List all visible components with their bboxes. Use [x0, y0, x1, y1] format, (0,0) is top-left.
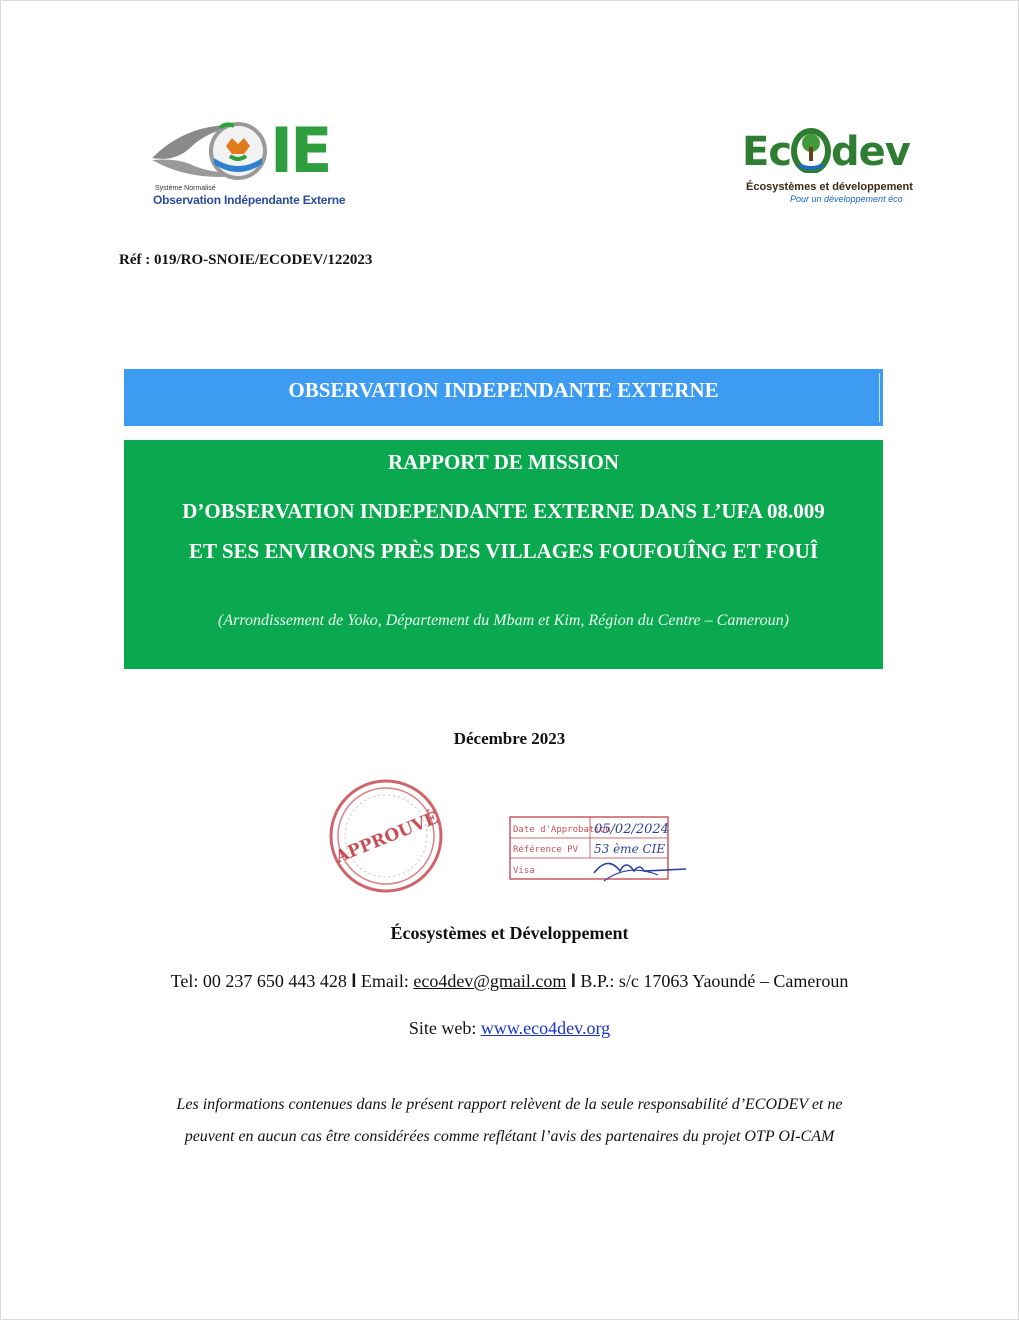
document-reference: Réf : 019/RO-SNOIE/ECODEV/122023	[119, 252, 373, 268]
contact-separator: l	[351, 971, 357, 991]
contact-email-link[interactable]: eco4dev@gmail.com	[413, 971, 567, 991]
approval-stamp	[327, 777, 445, 895]
header-band	[124, 369, 883, 426]
contact-email-label: Email:	[360, 971, 409, 991]
contact-phone: Tel: 00 237 650 443 428	[170, 971, 347, 991]
website-label: Site web:	[408, 1018, 477, 1038]
oie-logo-small-text: Système Normalisé	[155, 185, 216, 192]
signature-icon	[594, 863, 686, 873]
ecodev-logo-word-end: dev	[831, 129, 910, 175]
report-title-band	[124, 440, 883, 669]
report-title-line-2: D’OBSERVATION INDEPENDANTE EXTERNE DANS L’UFA 08.009	[182, 499, 825, 523]
ecodev-logo-tagline: Pour un développement éco	[790, 194, 903, 204]
oie-logo-letters: IE	[270, 114, 330, 187]
organization-name: Écosystèmes et Développement	[390, 923, 629, 943]
ecodev-logo-word-start: Ec	[742, 129, 792, 175]
ecodev-logo	[740, 118, 913, 210]
oie-logo	[150, 114, 350, 210]
contact-separator: l	[570, 971, 576, 991]
approval-details-stamp	[508, 815, 693, 885]
disclaimer-line-2: peuvent en aucun cas être considérées comme reflétant l’avis des partenaires du projet OTP OI-CAM	[184, 1128, 835, 1145]
ecodev-logo-subtitle: Écosystèmes et développement	[746, 181, 913, 193]
website-link[interactable]: www.eco4dev.org	[480, 1018, 611, 1038]
ecodev-logo-word	[742, 122, 910, 182]
stamp-label-date: Date d'Approbation	[513, 825, 611, 835]
stamp-label-reference: Référence PV	[513, 845, 579, 855]
header-band-title: OBSERVATION INDEPENDANTE EXTERNE	[288, 378, 719, 402]
oie-logo-name: Observation Indépendante Externe	[153, 193, 346, 207]
disclaimer-line-1: Les informations contenues dans le présent rapport relèvent de la seule responsabilité d’ECODEV et ne	[176, 1096, 843, 1113]
contact-postal: B.P.: s/c 17063 Yaoundé – Cameroun	[580, 971, 849, 991]
report-date: Décembre 2023	[453, 729, 566, 748]
contact-line	[0, 971, 1019, 992]
report-location-subtitle: (Arrondissement de Yoko, Département du Mbam et Kim, Région du Centre – Cameroun)	[218, 612, 789, 629]
tree-globe-icon	[791, 125, 831, 173]
approval-stamp-text: APPROUVÉ	[332, 808, 441, 868]
header-band-rule	[879, 373, 880, 422]
stamp-label-visa: Visa	[513, 866, 535, 876]
stamp-value-reference: 53 ème CIE	[594, 842, 666, 856]
report-title-line-1: RAPPORT DE MISSION	[387, 450, 620, 474]
report-title-line-3: ET SES ENVIRONS PRÈS DES VILLAGES FOUFOUÎNG ET FOUÎ	[188, 539, 818, 563]
website-line	[0, 1018, 1019, 1039]
stamp-value-date: 05/02/2024	[594, 822, 669, 837]
